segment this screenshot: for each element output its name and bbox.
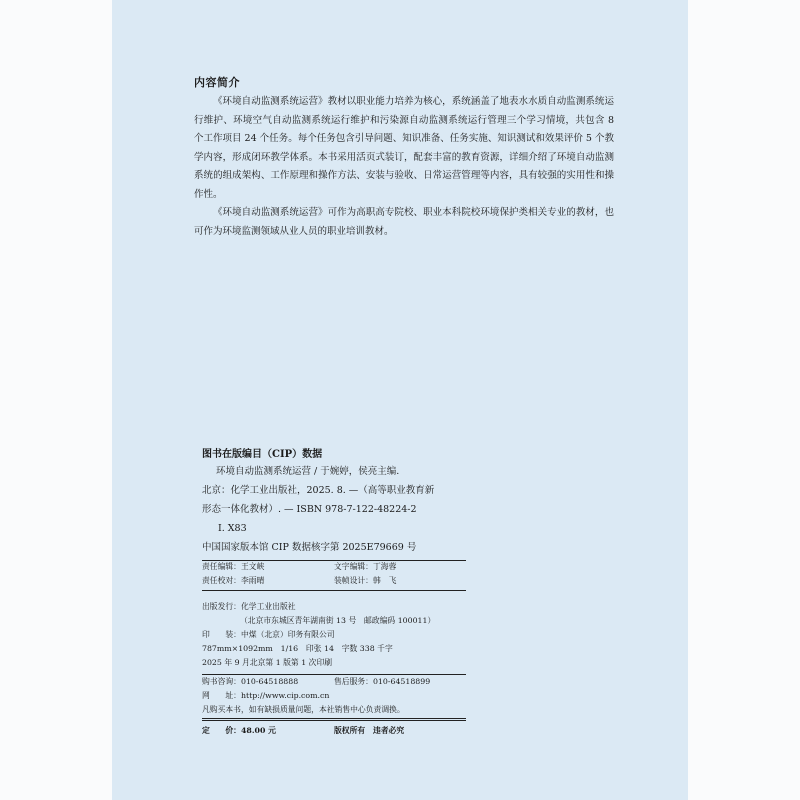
exchange-notice: 凡购买本书，如有缺损质量问题，本社销售中心负责调换。: [202, 705, 405, 714]
printer-line: 印 装：中煤（北京）印务有限公司: [202, 630, 335, 639]
summary-paragraph: 《环境自动监测系统运营》可作为高职高专院校、职业本科院校环境保护类相关专业的教材，也可作为环境监测领域从业人员的职业培训教材。: [194, 207, 614, 237]
cip-line: 中国国家版本馆 CIP 数据核字第 2025E79669 号: [202, 538, 466, 561]
publisher-block: [202, 597, 466, 675]
responsible-editor: 责任编辑：王文峡: [202, 562, 265, 571]
editors-block: [202, 557, 466, 591]
cip-line: 形态一体化教材）. — ISBN 978-7-122-48224-2: [202, 504, 417, 515]
edition-line: 2025 年 9 月北京第 1 版第 1 次印刷: [202, 658, 333, 667]
website-line: 网 址：http://www.cip.com.cn: [202, 691, 330, 700]
responsible-proofreader: 责任校对：李雨晴: [202, 576, 265, 585]
cip-line: Ⅰ. X83: [218, 523, 247, 534]
content-summary: [194, 74, 614, 241]
summary-title: 内容简介: [194, 76, 240, 89]
cip-title: 图书在版编目（CIP）数据: [202, 449, 323, 460]
binding-designer: 装帧设计：韩 飞: [334, 576, 397, 585]
cip-line: 北京：化学工业出版社，2025. 8. —（高等职业教育新: [202, 485, 435, 496]
price: 定 价：48.00 元: [202, 726, 276, 735]
publisher-address: （北京市东城区青年湖南街 13 号 邮政编码 100011）: [240, 616, 436, 625]
price-block: [202, 718, 466, 738]
contact-block: [202, 672, 466, 721]
purchase-hotline: 购书咨询：010-64518888: [202, 677, 299, 686]
cip-data-block: [202, 445, 466, 561]
format-line: 787mm×1092mm 1/16 印张 14 字数 338 千字: [202, 644, 393, 653]
copyright-notice: 版权所有 违者必究: [334, 726, 405, 735]
summary-paragraph: 《环境自动监测系统运营》教材以职业能力培养为核心，系统涵盖了地表水水质自动监测系统运行维护、环境空气自动监测系统运行维护和污染源自动监测系统运行管理三个学习情境，共包含 8 个工作项目 24 个任务。每个任务包含引导问题、知识准备、任务实施、知识测试和效果评价 5 个教学内容，形成闭环教学体系。本书采用活页式装订，配套丰富的教育资源，详细介绍了环境自动监测系统的组成架构、工作原理和操作方法、安装与验收、日常运营管理等内容，具有较强的实用性和操作性。: [194, 96, 614, 200]
service-hotline: 售后服务：010-64518899: [334, 677, 431, 686]
cip-line: 环境自动监测系统运营 / 于婉婷，侯亮主编.: [216, 466, 400, 477]
book-page: [112, 0, 688, 800]
publisher-line: 出版发行：化学工业出版社: [202, 602, 296, 611]
text-editor: 文字编辑：丁海蓉: [334, 562, 397, 571]
